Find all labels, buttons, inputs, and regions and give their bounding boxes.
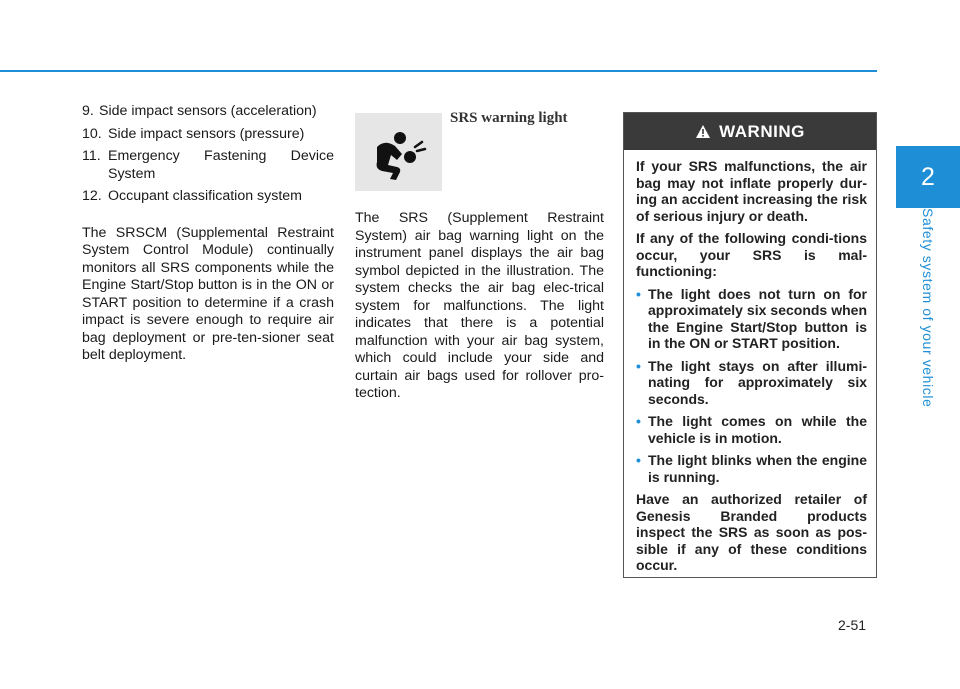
warning-triangle-icon [695,124,711,139]
bullet-dot-icon: • [636,452,641,468]
chapter-number-tab [896,146,960,208]
list-item [82,103,334,121]
left-column [82,103,334,365]
warning-header [624,113,876,150]
list-item [82,148,334,183]
chapter-title-vertical [896,208,960,408]
warning-bullet [636,358,867,408]
bullet-dot-icon: • [636,413,641,429]
warning-box [623,112,877,578]
warning-bullet [636,286,867,352]
warning-bullet [636,452,867,485]
warning-title: WARNING [719,121,805,141]
srs-paragraph: The SRS (Supplement Restraint System) air bag warning light on the instrument panel displays the air bag symbol depicted in the illustration. The system checks the air bag elec-trical system for malfunctions. The light indicates that there is a potential malfunction with your air bag system, which could include your side and curtain air bags used for rollover pro-tection. [355,210,604,401]
list-number: 12. [82,188,102,204]
warning-closing: Have an authorized retailer of Genesis Branded products inspect the SRS as soon as pos-sible if any of these conditions occur. [636,491,867,573]
bullet-text: The light comes on while the vehicle is in motion. [648,413,867,446]
srscm-paragraph: The SRSCM (Supplemental Restraint System Control Module) continually monitors all SRS components while the Engine Start/Stop button is in the ON or START position to determine if a crash impact is severe enough to require air bag deployment or pre-ten-sioner seat belt deployment. [82,224,334,363]
list-item [82,126,334,144]
list-text: Side impact sensors (pressure) [108,125,305,142]
bullet-dot-icon: • [636,357,641,374]
list-number: 9. [82,103,94,119]
srs-warning-heading: SRS warning light [450,110,568,126]
list-text: Side impact sensors (acceleration) [99,103,317,119]
list-text-line: System [108,165,156,182]
list-text [108,148,334,183]
warning-bullet [636,413,867,446]
chapter-title: Safety system of your vehicle [920,208,936,408]
chapter-number: 2 [921,162,935,191]
warning-body [624,150,876,574]
bullet-text: The light blinks when the engine is running. [648,452,867,485]
warning-intro: If your SRS malfunctions, the air bag may not inflate properly dur-ing an accident increasing the risk of serious injury or death. [636,158,867,224]
warning-lead: If any of the following condi-tions occur, your SRS is mal-functioning: [636,230,867,279]
bullet-dot-icon: • [636,285,641,302]
bullet-text: The light does not turn on for approximately six seconds when the Engine Start/Stop button is in the ON or START position. [648,285,867,351]
list-text-line: Emergency Fastening Device [108,148,334,164]
list-item [82,188,334,206]
airbag-warning-icon [355,113,442,191]
list-number: 11. [82,148,101,164]
list-text: Occupant classification system [108,188,302,204]
page-number: 2-51 [838,617,867,633]
header-rule [0,70,877,72]
bullet-text: The light stays on after illumi-nating for approximately six seconds. [648,357,867,407]
list-number: 10. [82,125,102,142]
